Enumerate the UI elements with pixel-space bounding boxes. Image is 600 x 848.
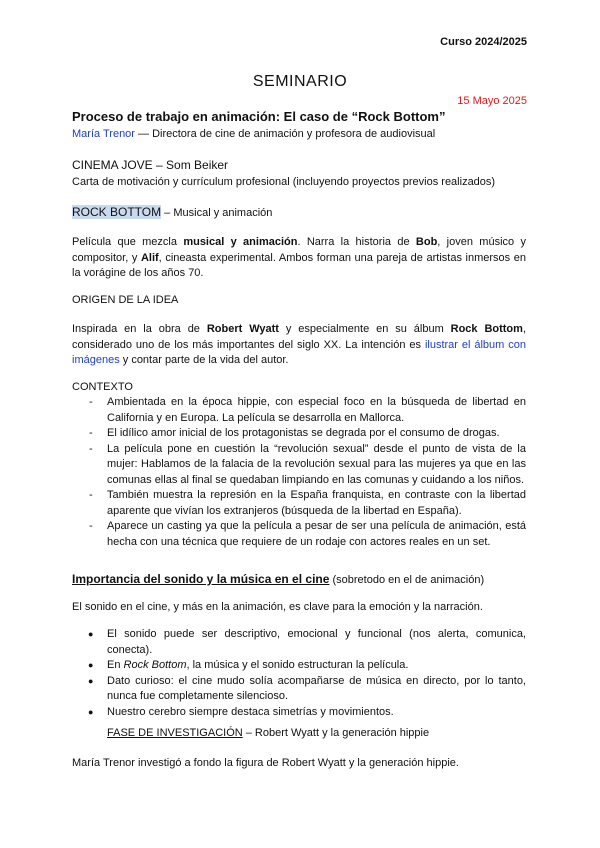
origin-bold-album: Rock Bottom xyxy=(450,323,523,335)
list-item: - La película pone en cuestión la “revolución sexual” desde el punto de vista de la mujer: Hablamos de la falacia de la revolución sexual para las mujeres ya que en las comunas ellas al final se quedaban limpiando en las comunas y cuidando a los niños. xyxy=(72,442,526,489)
list-item: - Aparece un casting ya que la película a pesar de ser una película de animación, está hecha con una técnica que requiere de un rodaje con actores reales en un set. xyxy=(72,519,526,550)
origin-title: ORIGEN DE LA IDEA xyxy=(72,294,179,306)
origin-text: Inspirada en la obra de xyxy=(72,323,207,335)
origin-bold-wyatt: Robert Wyatt xyxy=(206,323,279,335)
speaker-name: María Trenor xyxy=(72,128,135,140)
origin-paragraph xyxy=(72,322,526,369)
sound-heading-note: (sobretodo en el de animación) xyxy=(329,574,485,586)
cinema-title: CINEMA JOVE – Som Beiker xyxy=(72,158,229,172)
rock-text: . Narra la historia de xyxy=(297,236,416,248)
date-label: 15 Mayo 2025 xyxy=(457,95,527,107)
cinema-text: Carta de motivación y currículum profesional (incluyendo proyectos previos realizados) xyxy=(72,176,496,188)
rock-title-line xyxy=(72,205,272,219)
rock-text: , cineasta experimental. Ambos forman una pareja de artistas inmersos en la vorágine de los años 70. xyxy=(72,251,526,279)
page-title: SEMINARIO xyxy=(252,73,348,90)
list-item-text: En xyxy=(107,659,124,671)
list-item: ● Dato curioso: el cine mudo solía acompañarse de música en directo, por lo tanto, nunca fue completamente silencioso. xyxy=(72,674,526,705)
origin-text: y contar parte de la vida del autor. xyxy=(119,354,289,366)
list-item: - El idílico amor inicial de los protagonistas se degrada por el consumo de drogas. xyxy=(72,426,526,442)
sound-heading: Importancia del sonido y la música en el cine xyxy=(72,572,330,586)
research-title: FASE DE INVESTIGACIÓN xyxy=(107,727,243,739)
rock-text: , joven músico y compositor, y xyxy=(72,236,526,264)
origin-blue-phrase: ilustrar el álbum con imágenes xyxy=(72,338,526,366)
lecture-heading: Proceso de trabajo en animación: El caso de “Rock Bottom” xyxy=(72,109,446,124)
film-title-italic: Rock Bottom xyxy=(123,659,187,671)
list-item: ● Nuestro cerebro siempre destaca simetrías y movimientos. xyxy=(72,705,526,721)
research-subtitle: – Robert Wyatt y la generación hippie xyxy=(242,727,430,739)
sound-list xyxy=(72,627,526,720)
research-text: María Trenor investigó a fondo la figura de Robert Wyatt y la generación hippie. xyxy=(72,757,459,769)
origin-text: , considerado uno de los más importantes del siglo XX. La intención es xyxy=(72,323,526,351)
rock-text: Película que mezcla xyxy=(72,236,184,248)
research-line xyxy=(107,726,429,742)
origin-text: y especialmente en su álbum xyxy=(278,323,451,335)
rock-bold-alif: Alif xyxy=(140,251,159,264)
rock-title: ROCK BOTTOM xyxy=(72,205,162,219)
context-title: CONTEXTO xyxy=(72,381,133,393)
rock-bold-bob: Bob xyxy=(415,236,438,248)
list-item: ● El sonido puede ser descriptivo, emocional y funcional (nos alerta, comunica, conecta). xyxy=(72,627,526,658)
context-list xyxy=(72,395,526,550)
sound-intro: El sonido en el cine, y más en la animación, es clave para la emoción y la narración. xyxy=(72,601,483,613)
sound-heading-line xyxy=(72,572,484,586)
rock-paragraph xyxy=(72,235,526,282)
rock-subtitle: – Musical y animación xyxy=(161,207,273,219)
list-item: - Ambientada en la época hippie, con especial foco en la búsqueda de libertad en California y en Europa. La película se desarrolla en Mallorca. xyxy=(72,395,526,426)
rock-bold-musical: musical y animación xyxy=(183,236,298,248)
speaker-role: — Directora de cine de animación y profesora de audiovisual xyxy=(134,128,436,140)
list-item-text: , la música y el sonido estructuran la película. xyxy=(186,659,409,671)
speaker-line xyxy=(72,127,435,143)
list-item: - También muestra la represión en la España franquista, en contraste con la libertad aparente que vivían los extranjeros (búsqueda de la libertad en España). xyxy=(72,488,526,519)
list-item xyxy=(72,658,526,674)
course-label: Curso 2024/2025 xyxy=(440,36,527,48)
